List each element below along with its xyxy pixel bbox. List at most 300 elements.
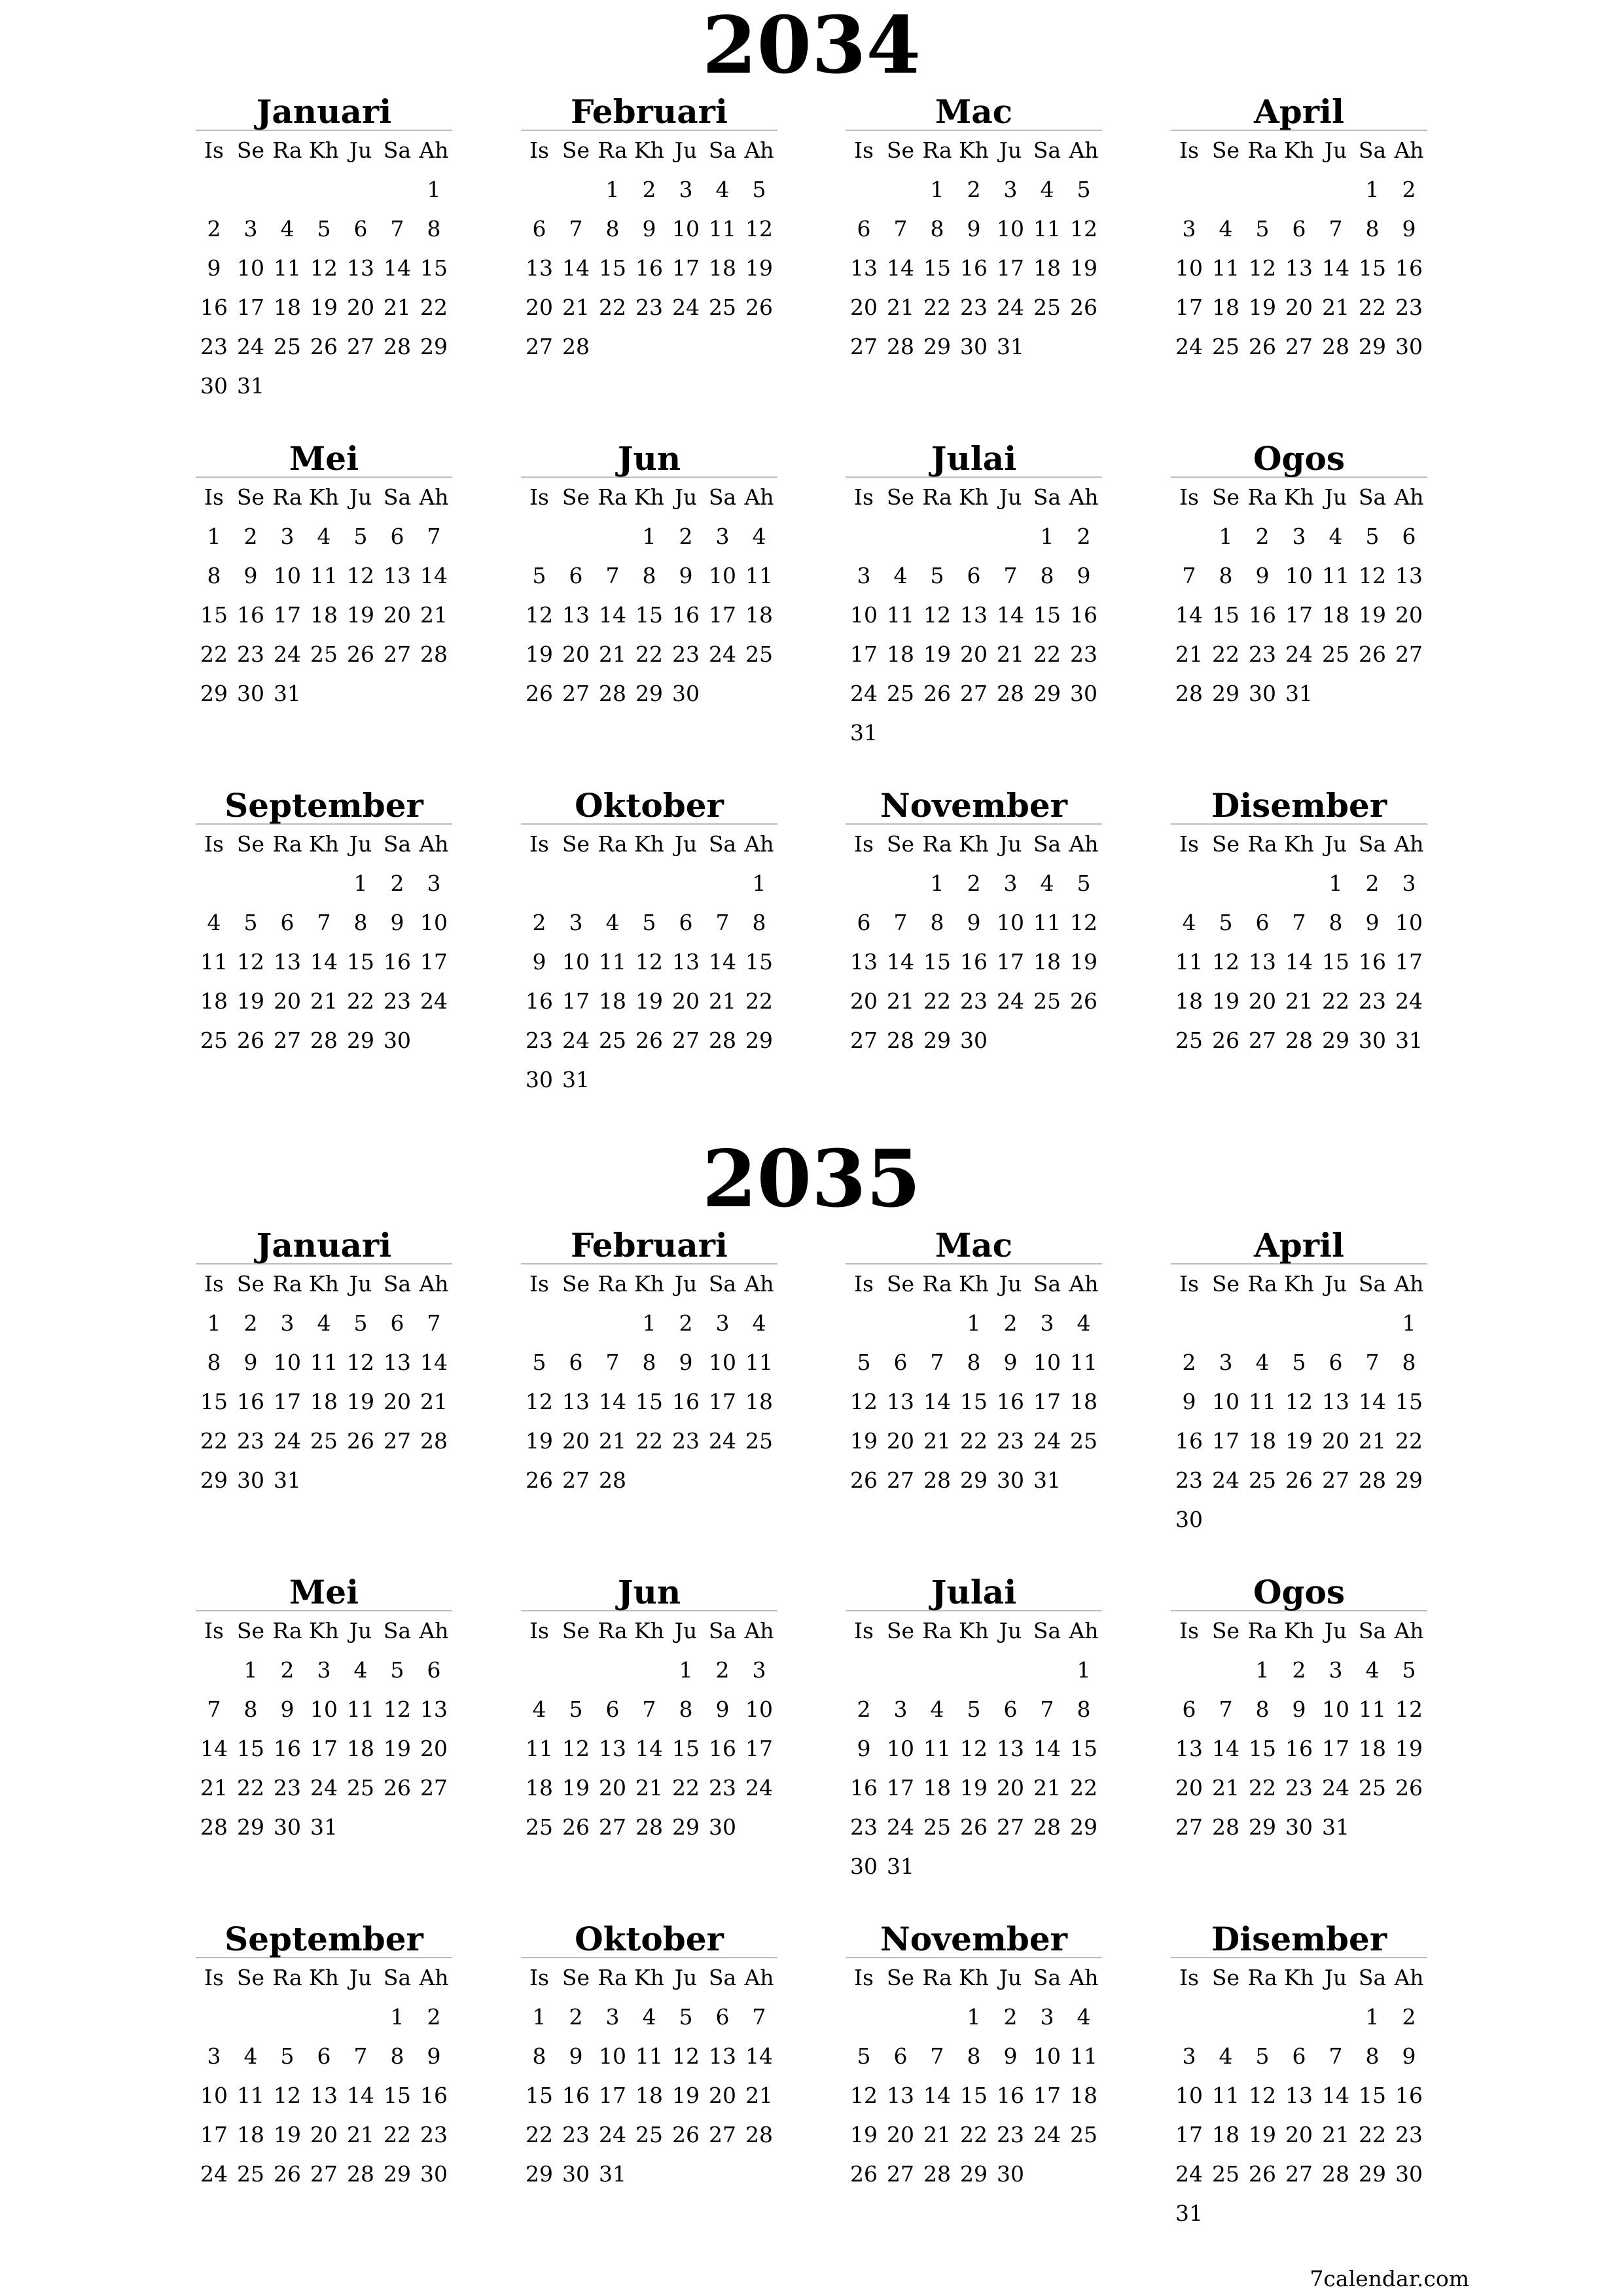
weekday-header: Ah [1394,1965,1424,1990]
day-cell: 30 [1395,2161,1423,2187]
day-cell: 20 [1322,1428,1349,1454]
day-cell: 6 [857,910,871,935]
weekday-header: Ra [597,1618,628,1643]
day-cell: 4 [353,1657,368,1683]
year-title: 2035 [702,1133,921,1225]
day-cell: 6 [679,910,693,935]
weekday-header: Ra [272,831,302,857]
day-cell: 9 [1292,1696,1306,1722]
day-cell: 14 [887,949,914,975]
day-cell: 30 [850,1854,878,1879]
day-cell: 21 [923,2122,951,2147]
day-cell: 28 [887,334,914,359]
empty-cell [1207,1998,1244,2037]
day-cell: 21 [599,641,626,667]
day-cell: 5 [1219,910,1233,935]
day-cell: 17 [1322,1736,1349,1761]
day-cell: 16 [960,949,988,975]
day-cell: 2 [569,2004,583,2030]
empty-cell [919,1998,955,2037]
month-name: Januari [196,93,452,131]
empty-cell [232,864,269,903]
day-cell: 26 [237,1028,264,1053]
day-cell: 18 [745,602,773,628]
month-grid [196,131,452,406]
day-cell: 16 [850,1775,878,1801]
empty-cell [1207,1651,1244,1690]
day-cell: 16 [1175,1428,1203,1454]
day-cell: 22 [635,1428,663,1454]
weekday-header: Kh [1284,831,1314,857]
weekday-header: Kh [959,1618,989,1643]
day-cell: 24 [745,1775,773,1801]
weekday-header: Kh [309,1618,339,1643]
empty-cell [882,517,919,556]
day-cell: 24 [1212,1467,1240,1493]
day-cell: 17 [1175,2122,1203,2147]
day-cell: 11 [274,255,301,281]
empty-cell [955,517,992,556]
day-cell: 9 [967,216,981,242]
weekday-header: Ju [999,1965,1022,1990]
month-grid [521,131,777,367]
weekday-header: Kh [634,1271,664,1297]
day-cell: 20 [562,1428,590,1454]
empty-cell [1281,170,1317,209]
month-grid [521,478,777,713]
day-cell: 16 [960,255,988,281]
day-cell: 27 [1249,1028,1276,1053]
empty-cell [992,517,1029,556]
day-cell: 19 [1285,1428,1313,1454]
month-grid [521,1611,777,1847]
day-cell: 25 [1322,641,1349,667]
day-cell: 13 [960,602,988,628]
day-cell: 2 [1365,870,1380,896]
day-cell: 8 [930,910,944,935]
month-grid [196,1265,452,1500]
day-cell: 22 [960,2122,988,2147]
weekday-header: Ah [1069,1271,1099,1297]
day-cell: 18 [1322,602,1349,628]
day-cell: 16 [420,2083,448,2108]
day-cell: 28 [709,1028,736,1053]
empty-cell [1171,170,1207,209]
weekday-header: Ju [349,1965,372,1990]
day-cell: 1 [207,1310,221,1336]
day-cell: 9 [1182,1389,1196,1414]
day-cell: 1 [605,177,620,202]
year-title: 2034 [702,0,921,92]
day-cell: 19 [383,1736,411,1761]
day-cell: 13 [274,949,301,975]
day-cell: 29 [526,2161,553,2187]
day-cell: 27 [1395,641,1423,667]
day-cell: 10 [562,949,590,975]
day-cell: 1 [243,1657,258,1683]
weekday-header: Kh [1284,1271,1314,1297]
day-cell: 26 [526,1467,553,1493]
day-cell: 23 [562,2122,590,2147]
day-cell: 8 [642,1350,656,1375]
day-cell: 21 [635,1775,663,1801]
weekday-header: Is [204,1965,224,1990]
day-cell: 26 [347,1428,374,1454]
day-cell: 8 [967,2043,981,2069]
day-cell: 12 [237,949,264,975]
day-cell: 17 [274,1389,301,1414]
day-cell: 17 [997,255,1024,281]
day-cell: 18 [1359,1736,1386,1761]
day-cell: 31 [599,2161,626,2187]
day-cell: 26 [745,295,773,320]
empty-cell [1207,864,1244,903]
day-cell: 25 [200,1028,228,1053]
day-cell: 14 [599,1389,626,1414]
weekday-header: Se [1211,484,1240,510]
month-block [846,440,1102,753]
day-cell: 1 [390,2004,404,2030]
day-cell: 5 [967,1696,981,1722]
day-cell: 10 [420,910,448,935]
day-cell: 29 [960,1467,988,1493]
day-cell: 19 [347,602,374,628]
weekday-header: Ah [1069,1965,1099,1990]
empty-cell [1244,1304,1281,1343]
month-block [196,440,452,713]
day-cell: 30 [960,1028,988,1053]
weekday-header: Is [854,831,874,857]
day-cell: 8 [1219,563,1233,588]
day-cell: 11 [526,1736,553,1761]
month-name: Disember [1171,787,1427,825]
day-cell: 15 [745,949,773,975]
weekday-header: Sa [383,831,412,857]
weekday-header: Ah [1069,137,1099,163]
day-cell: 1 [1219,524,1233,549]
day-cell: 12 [850,1389,878,1414]
day-cell: 1 [679,1657,693,1683]
day-cell: 20 [526,295,553,320]
day-cell: 5 [1402,1657,1416,1683]
month-grid [196,478,452,713]
day-cell: 16 [200,295,228,320]
day-cell: 13 [1175,1736,1203,1761]
month-block [521,93,777,367]
day-cell: 5 [1255,216,1270,242]
day-cell: 8 [1255,1696,1270,1722]
weekday-header: Sa [1033,831,1061,857]
day-cell: 25 [745,641,773,667]
weekday-header: Ju [999,1618,1022,1643]
day-cell: 7 [1329,2043,1343,2069]
day-cell: 13 [310,2083,338,2108]
weekday-header: Se [562,484,590,510]
day-cell: 7 [1219,1696,1233,1722]
month-block [846,1227,1102,1500]
day-cell: 3 [715,524,730,549]
day-cell: 24 [672,295,700,320]
day-cell: 3 [1040,1310,1054,1336]
day-cell: 14 [709,949,736,975]
day-cell: 8 [532,2043,546,2069]
day-cell: 21 [709,988,736,1014]
weekday-header: Ra [922,137,952,163]
day-cell: 31 [237,373,264,399]
day-cell: 27 [887,2161,914,2187]
day-cell: 18 [1070,1389,1097,1414]
day-cell: 13 [347,255,374,281]
empty-cell [1244,170,1281,209]
day-cell: 18 [310,602,338,628]
empty-cell [631,1651,668,1690]
weekday-header: Ah [1394,484,1424,510]
day-cell: 30 [237,1467,264,1493]
day-cell: 9 [1077,563,1091,588]
day-cell: 30 [383,1028,411,1053]
weekday-header: Ju [674,831,698,857]
empty-cell [846,517,882,556]
day-cell: 30 [672,681,700,706]
day-cell: 14 [997,602,1024,628]
day-cell: 4 [317,1310,331,1336]
day-cell: 9 [1255,563,1270,588]
day-cell: 21 [887,988,914,1014]
day-cell: 29 [420,334,448,359]
weekday-header: Sa [708,137,737,163]
day-cell: 2 [532,910,546,935]
day-cell: 18 [1212,295,1240,320]
empty-cell [521,1651,558,1690]
weekday-header: Se [886,1965,915,1990]
day-cell: 11 [1212,255,1240,281]
day-cell: 6 [1292,216,1306,242]
day-cell: 11 [1070,2043,1097,2069]
empty-cell [1207,1304,1244,1343]
day-cell: 27 [420,1775,448,1801]
day-cell: 6 [427,1657,441,1683]
day-cell: 27 [1175,1814,1203,1840]
day-cell: 30 [709,1814,736,1840]
day-cell: 24 [997,295,1024,320]
day-cell: 27 [526,334,553,359]
day-cell: 8 [1365,2043,1380,2069]
empty-cell [882,1304,919,1343]
weekday-header: Ju [349,831,372,857]
day-cell: 7 [715,910,730,935]
day-cell: 6 [1329,1350,1343,1375]
weekday-header: Se [886,137,915,163]
day-cell: 3 [280,524,294,549]
weekday-header: Ra [1247,1618,1277,1643]
weekday-header: Ju [999,831,1022,857]
day-cell: 2 [207,216,221,242]
day-cell: 10 [997,216,1024,242]
day-cell: 23 [1359,988,1386,1014]
day-cell: 11 [1249,1389,1276,1414]
weekday-header: Ah [419,1618,449,1643]
day-cell: 30 [274,1814,301,1840]
day-cell: 13 [887,1389,914,1414]
day-cell: 1 [1365,177,1380,202]
day-cell: 18 [887,641,914,667]
empty-cell [1171,864,1207,903]
day-cell: 9 [1402,2043,1416,2069]
weekday-header: Kh [959,137,989,163]
day-cell: 16 [1070,602,1097,628]
empty-cell [232,170,269,209]
day-cell: 10 [274,563,301,588]
day-cell: 28 [887,1028,914,1053]
day-cell: 26 [1285,1467,1313,1493]
day-cell: 2 [1292,1657,1306,1683]
day-cell: 22 [1070,1775,1097,1801]
empty-cell [594,1304,631,1343]
day-cell: 18 [200,988,228,1014]
day-cell: 3 [857,563,871,588]
weekday-header: Se [236,1618,265,1643]
month-block [1171,787,1427,1060]
day-cell: 29 [1212,681,1240,706]
weekday-header: Sa [708,1965,737,1990]
day-cell: 15 [672,1736,700,1761]
month-block [521,787,777,1100]
month-block [846,1920,1102,2194]
day-cell: 14 [420,1350,448,1375]
weekday-header: Ju [999,137,1022,163]
day-cell: 23 [237,1428,264,1454]
weekday-header: Ra [922,1271,952,1297]
weekday-header: Is [1179,1965,1199,1990]
day-cell: 1 [1402,1310,1416,1336]
day-cell: 11 [923,1736,951,1761]
weekday-header: Ah [744,1965,774,1990]
day-cell: 26 [1212,1028,1240,1053]
day-cell: 23 [997,1428,1024,1454]
day-cell: 24 [237,334,264,359]
empty-cell [1171,1651,1207,1690]
day-cell: 26 [960,1814,988,1840]
day-cell: 13 [526,255,553,281]
day-cell: 11 [1070,1350,1097,1375]
month-block [521,440,777,713]
day-cell: 19 [1249,2122,1276,2147]
day-cell: 3 [1329,1657,1343,1683]
day-cell: 13 [599,1736,626,1761]
day-cell: 21 [1175,641,1203,667]
day-cell: 31 [310,1814,338,1840]
day-cell: 15 [635,1389,663,1414]
month-block [521,1920,777,2194]
day-cell: 29 [1359,334,1386,359]
day-cell: 7 [1182,563,1196,588]
month-block [196,787,452,1060]
day-cell: 7 [1292,910,1306,935]
day-cell: 22 [383,2122,411,2147]
day-cell: 12 [1070,216,1097,242]
day-cell: 6 [532,216,546,242]
day-cell: 24 [420,988,448,1014]
day-cell: 5 [857,1350,871,1375]
weekday-header: Ra [1247,137,1277,163]
day-cell: 28 [310,1028,338,1053]
day-cell: 18 [1249,1428,1276,1454]
day-cell: 18 [1033,255,1061,281]
day-cell: 17 [562,988,590,1014]
day-cell: 4 [532,1696,546,1722]
month-grid [196,1958,452,2194]
month-block [1171,93,1427,367]
day-cell: 3 [1219,1350,1233,1375]
day-cell: 24 [1175,2161,1203,2187]
day-cell: 24 [200,2161,228,2187]
day-cell: 12 [383,1696,411,1722]
empty-cell [919,1651,955,1690]
empty-cell [196,170,232,209]
day-cell: 2 [1402,177,1416,202]
day-cell: 23 [960,295,988,320]
month-block [1171,1227,1427,1539]
day-cell: 22 [599,295,626,320]
day-cell: 15 [1359,2083,1386,2108]
weekday-header: Ju [674,1271,698,1297]
day-cell: 11 [347,1696,374,1722]
day-cell: 1 [642,524,656,549]
day-cell: 14 [1175,602,1203,628]
day-cell: 8 [930,216,944,242]
day-cell: 6 [280,910,294,935]
day-cell: 26 [1070,295,1097,320]
day-cell: 17 [887,1775,914,1801]
day-cell: 25 [310,1428,338,1454]
weekday-header: Ah [744,1271,774,1297]
day-cell: 27 [1285,2161,1313,2187]
month-name: Oktober [521,787,777,825]
day-cell: 10 [672,216,700,242]
day-cell: 25 [709,295,736,320]
day-cell: 20 [709,2083,736,2108]
day-cell: 14 [1033,1736,1061,1761]
month-name: Oktober [521,1920,777,1958]
day-cell: 9 [280,1696,294,1722]
day-cell: 3 [1182,2043,1196,2069]
day-cell: 18 [709,255,736,281]
empty-cell [882,1651,919,1690]
empty-cell [846,864,882,903]
day-cell: 16 [672,1389,700,1414]
day-cell: 23 [960,988,988,1014]
month-name: Julai [846,440,1102,478]
day-cell: 6 [569,563,583,588]
day-cell: 21 [1033,1775,1061,1801]
day-cell: 3 [679,177,693,202]
weekday-header: Ju [1324,137,1347,163]
day-cell: 4 [207,910,221,935]
month-block [846,787,1102,1060]
month-grid [196,1611,452,1847]
empty-cell [631,864,668,903]
day-cell: 28 [1175,681,1203,706]
day-cell: 8 [1077,1696,1091,1722]
day-cell: 5 [930,563,944,588]
day-cell: 18 [526,1775,553,1801]
weekday-header: Sa [383,484,412,510]
day-cell: 2 [427,2004,441,2030]
month-grid [846,1265,1102,1500]
day-cell: 24 [997,988,1024,1014]
day-cell: 20 [1249,988,1276,1014]
day-cell: 2 [679,1310,693,1336]
